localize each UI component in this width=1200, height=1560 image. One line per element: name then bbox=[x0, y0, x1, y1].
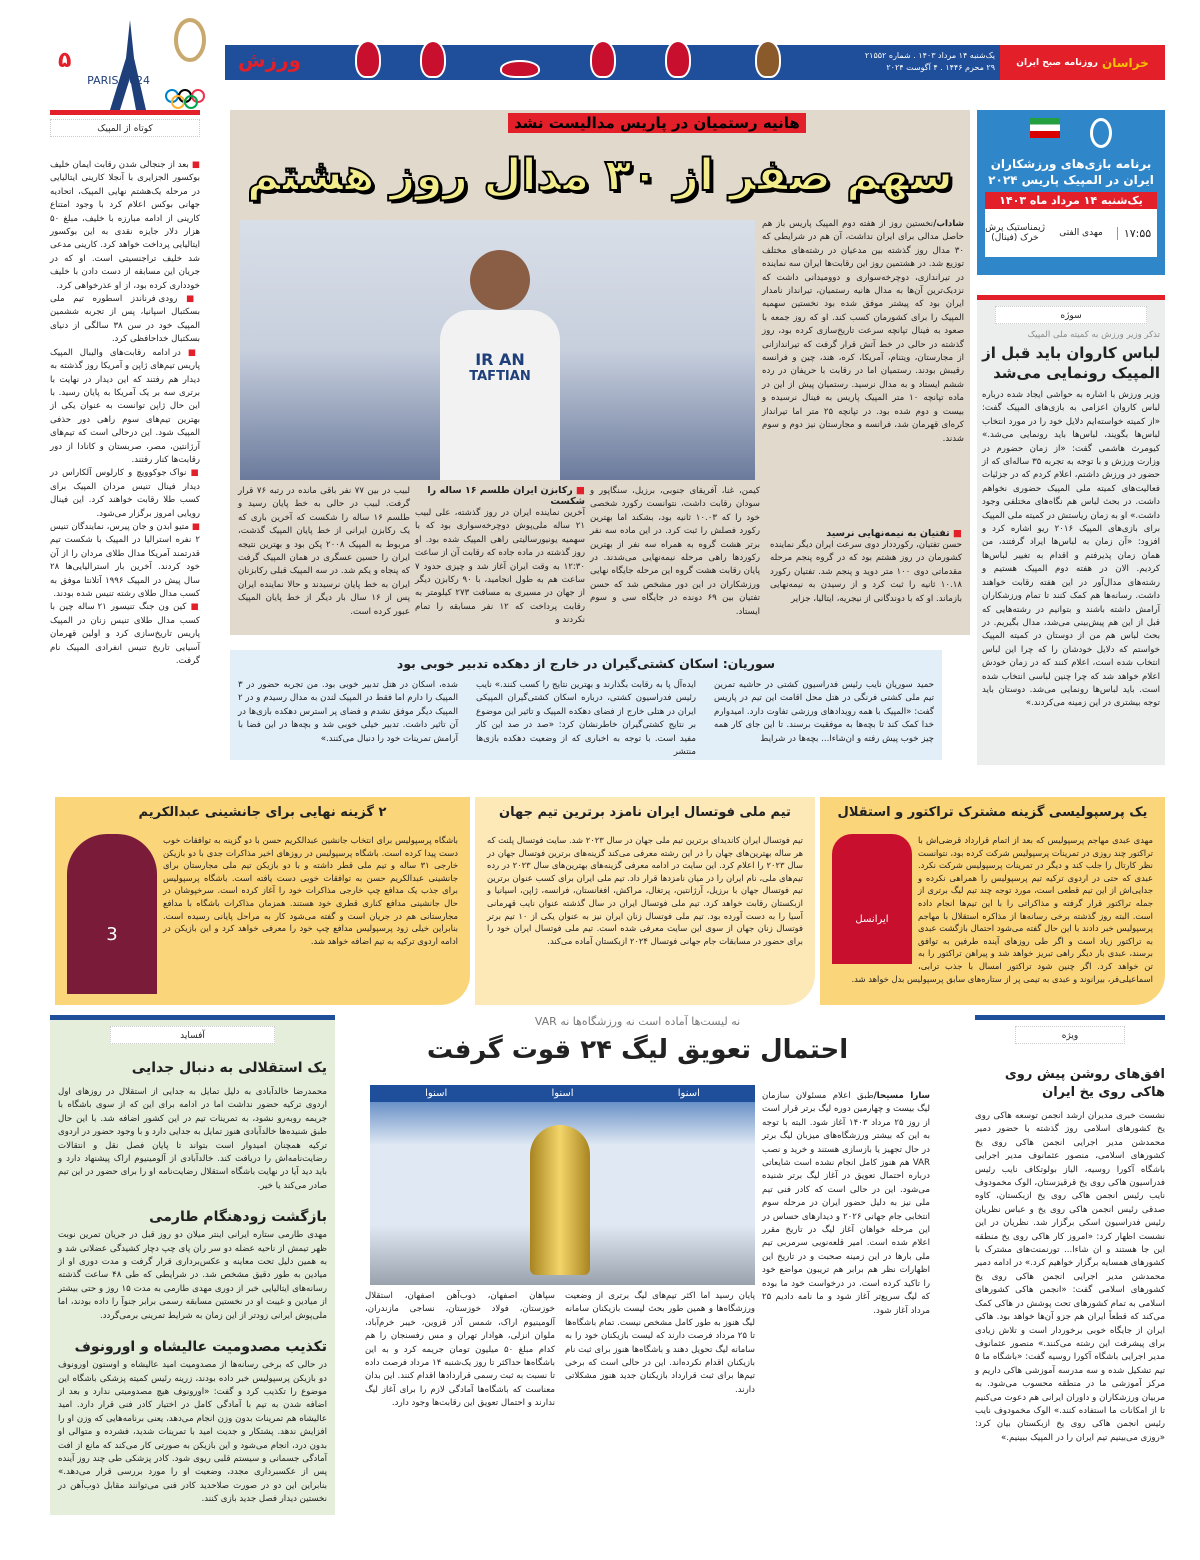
news-item: ■ نواک جوکوویچ و کارلوس آلکاراس در دیدار فینال تنیس مردان المپیک برای کسب طلا رقابت خواهند کرد. این فینال رویایی امروز برگزار می‌شود. bbox=[50, 467, 200, 521]
topic-title: لباس کاروان باید قبل از المپیک رونمایی می‌شد bbox=[982, 344, 1160, 382]
athlete-bib bbox=[440, 310, 560, 480]
mascot-swimming-icon bbox=[500, 60, 540, 78]
mascot-shooting-icon bbox=[420, 40, 446, 78]
special-tag: ویژه bbox=[1015, 1026, 1125, 1044]
date-gregorian: یک‌شنبه ۱۴ مرداد ۱۴۰۳ . شماره ۲۱۵۵۲ bbox=[864, 51, 995, 60]
page-number: ۵ bbox=[58, 48, 72, 73]
lead-col-3 bbox=[590, 485, 760, 619]
text: حمید سوریان نایب رئیس فدراسیون کشتی در حاشیه تمرین تیم ملی کشتی فرنگی در هتل محل اقامت این تیم در پاریس گفت: «المپیک با همه رویدادهای ورزشی تفاوت دارد. امیدوارم خدا کمک کند تا بچه‌ها به موفقیت برسند. تا این جای کار همه چیز خوب پیش رفته و ان‌شاءا... بچه‌ها در شرایط bbox=[714, 680, 934, 744]
logo-text: PARIS 2024 bbox=[87, 74, 150, 87]
paris-2024-logo bbox=[80, 18, 220, 110]
mascot-running-icon bbox=[665, 40, 691, 78]
card-title: یک پرسپولیسی گزینه مشترک تراکتور و استقلال bbox=[837, 805, 1148, 820]
card-text: مهدی عبدی مهاجم پرسپولیس که بعد از اتمام قرارداد قرضی‌اش با تراکتور چند روزی در تمرینات پرسپولیس شرکت کرده بود، نتوانست نظر کارتال را جلب کند و دیگر در تمرینات پرسپولیس شرکت نکرد. عبدی که حتی در اردوی ترکیه تیم پرسپولیس را همراهی نکرده و جدایی‌اش از این تیم قطعی است، مورد توجه چند تیم لیگ برتری از جمله تراکتور قرار گرفته و مذاکراتی را با این تیم‌ها انجام داده است. البته روز گذشته برخی رسانه‌ها از مذاکره استقلال با مهاجم پرسپولیس خبر دادند با این حال گفته می‌شود احتمال بازگشت عبدی به تراکتور زیاد است و اگر طی روزهای آینده طرفین به توافق برسند، عبدی بار دیگر راهی تبریز خواهد شد و پیراهن تراکتور را به تن خواهد کرد. اگر چنین شود تراکتور امسال با جذب ترابی، اسماعیلی‌فر، بیرانوند و عبدی به تیمی پر از ستاره‌های سابق پرسپولیس بدل خواهد شد. bbox=[851, 835, 1153, 984]
league-kicker: نه لیست‌ها آماده است نه ورزشگاه‌ها نه VAR bbox=[534, 1015, 741, 1028]
aside-title: بازگشت زودهنگام طارمی bbox=[149, 1209, 327, 1226]
trophy-icon bbox=[530, 1125, 590, 1275]
lead-intro-text: نخستین روز از هفته دوم المپیک پاریس باز هم حاصل مدالی برای ایران نداشت، آن هم در شرایطی که ۳۰ مدال روز گذشته بین مدعیان در رشته‌های مختلف توزیع شد. در هشتمین روز این رقابت‌ها ایران سه نماینده در تیراندازی، دوچرخه‌سواری و دوومیدانی داشت که نزدیک‌ترین آن‌ها به مدال هانیه رستمیان، تیرانداز نامدار ایران بود که پیشتر موفق شده بود نخستین سهمیه المپیک را برای کشورمان کسب کند. او که روز جمعه با صعود به فینال تپانچه سرعت تاریخ‌سازی کرده بود، روز گذشته در حالی در خط آتش قرار گرفت که تیراندازانی از مجارستان، ویتنام، آمریکا، کره، هند، چین و فرانسه رقیبش بودند. رستمیان اما در رقابت با حریفان در رده ششم ایستاد و به مدال نرسید. رستمیان پیش از این در ماده تپانچه ۱۰ متر المپیک پاریس به فینال نرسیده و بیست و دوم شده بود. در تپانچه ۲۵ متر اما تیرانداز کره‌ای قهرمان شد، فرانسه و مجارستان نیز دوم و سوم شدند. bbox=[762, 219, 964, 444]
league-headline: احتمال تعویق لیگ ۲۴ قوت گرفت bbox=[426, 1035, 849, 1065]
sponsor-text: اسنوا bbox=[677, 1088, 700, 1099]
brand-name: خراسان bbox=[1101, 55, 1149, 70]
aside-text: مهدی طارمی ستاره ایرانی اینتر میلان دو روز قبل در جریان تمرین نوبت ظهر تیمش از ناحیه عضله دو سر ران پای چپ دچار کشیدگی عضلانی شد و به همین دلیل تحت معاینه و عکس‌برداری قرار گرفت و مدت دوری او از میادین به طور دقیق مشخص شد. در شرایطی که طی ۴۸ ساعت گذشته رسانه‌های ایتالیایی خبر از دوری مهدی طارمی به مدت ۱۵ روز و حتی بیشتر از میادین و غیبت او در نخستین مسابقه رسمی برابر جنوآ را داده بودند، اما ملی‌پوش ایرانی زودتر از این زمان به شرایط تمرینی برمی‌گردد. bbox=[58, 1230, 327, 1321]
schedule-date: یک‌شنبه ۱۴ مرداد ماه ۱۴۰۳ bbox=[985, 192, 1157, 209]
athlete-photo bbox=[240, 220, 755, 480]
athlete-head bbox=[470, 250, 530, 310]
text: پایان رسید اما اکثر تیم‌های لیگ برتری از وضعیت ورزشگاه‌ها و همین طور بحث لیست بازیکنان سامانه لیگ هنوز به طور کامل مشخص نیست. تمام باشگاه‌ها تا ۲۵ مرداد فرصت دارند که لیست بازیکنان خود را به سامانه لیگ تحویل دهند و باشگاه‌ها هنوز برای ثبت نام بازیکنان اقدام نکرده‌اند. این در حالی است که برخی تیم‌ها برای ثبت قرارداد بازیکنان جدید هنوز مشکلاتی دارند. bbox=[565, 1291, 755, 1395]
lead-headline: سهم صفر از ۳۰ مدال روز هشتم bbox=[246, 150, 954, 201]
offside-tag: آفساید bbox=[110, 1026, 275, 1044]
subhead-taftian: ■ تفتیان به نیمه‌نهایی نرسید bbox=[770, 528, 962, 539]
topic-box bbox=[977, 295, 1165, 765]
news-item: ■ رودی فرناندز اسطوره تیم ملی بسکتبال اسپانیا، پس از تجربه ششمین المپیک خود در سن ۳۸ سالگی از دنیای بسکتبال خداحافظی کرد. bbox=[50, 293, 200, 347]
text: سپاهان اصفهان، ذوب‌آهن اصفهان، استقلال خوزستان، فولاد خوزستان، نساجی مازندران، آلومینیوم اراک، شمس آذر قزوین، خیبر خرم‌آباد، ملوان انزلی، هوادار تهران و مس رفسنجان را هم کدام مبلغ ۵۰ میلیون تومان جریمه کرد و به این باشگاه‌ها حداکثر تا روز یک‌شنبه ۱۴ مرداد فرصت داده تا نسبت به ثبت رسمی قراردادها اقدام کنند. این بدان معناست که باشگاه‌ها آمادگی لازم را برای آغاز لیگ ندارند و احتمال تعویق این رقابت‌ها وجود دارد. bbox=[365, 1291, 556, 1409]
card-title: ۲ گزینه نهایی برای جانشینی عبدالکریم bbox=[138, 805, 387, 820]
byline: شاداب/ bbox=[933, 219, 964, 229]
schedule-event: ژیمناستیک پرش خرک (فینال) bbox=[985, 223, 1045, 243]
lead-intro bbox=[762, 218, 964, 446]
card-persepolis-striker bbox=[820, 797, 1165, 1005]
card-abdolkarim bbox=[55, 797, 470, 1005]
schedule-athlete: مهدی الفتی bbox=[1059, 228, 1103, 238]
lead-kicker: هانیه رستمیان در پاریس مدالیست نشد bbox=[508, 113, 806, 133]
special-text: نشست خبری مدیران ارشد انجمن توسعه هاکی روی یخ کشورهای اسلامی روز گذشته با حضور دمیر محمدشن مدیر اجرایی انجمن هاکی روی یخ کشورهای اسلامی، منصور عثمانوف مدیر اجرایی باشگاه آکورا روسیه، الیاز بولوتکاف نایب رئیس فدراسیون هاکی روی یخ قرقیزستان، الوک مخمودوف نایب رئیس انجمن هاکی روی یخ ازبکستان، کاوه صدقی رئیس انجمن هاکی روی یخ و عباس نظریان رئیس فدراسیون اسکی برگزار شد. نظریان در این نشست اظهار کرد: «امروز کار هاکی روی یخ منطقه این جا هستند و ان شاءا... تورنمنت‌های مشترک با کشورهای همسایه برگزار خواهیم کرد.» در ادامه دمیر محمدشن مدیر اجرایی انجمن هاکی روی یخ کشورهای اسلامی گفت: «انجمن هاکی کشورهای اسلامی به تمام کشورهای تحت پوشش در هاکی کمک می‌کند که قطعاً ایران هم جزو آن‌ها خواهد بود. هاکی ایران از جایگاه خوبی برخوردار است و تلاش زیادی برای پیشرفت این رشته می‌کنند.» منصور عثمانوف مدیر اجرایی باشگاه آکورا روسیه گفت: «باشگاه ما ۵ تیم تشکیل شده و سه مدرسه آموزشی هاکی داریم و مرکز آموزشی ما در منطقه محسوب می‌شود. به مربیان ورزشکاران و داوران ایرانی هم دعوت می‌کنیم تا از امکانات ما استفاده کنند.» الوک مخمودوف نایب رئیس انجمن هاکی روی یخ ازبکستان بیان کرد: «روزی می‌بینیم تیم ایران را در المپیک ببینیم.» bbox=[975, 1111, 1165, 1443]
schedule-box bbox=[977, 110, 1165, 275]
topic-text: وزیر ورزش با اشاره به حواشی ایجاد شده درباره لباس کاروان اعزامی به بازی‌های المپیک گفت: «از کمیته خواسته‌ایم دلایل خود را در مورد انتخاب لباس‌ها بگویند، لباس‌ها باید رونمایی می‌شد.» کیومرث هاشمی گفت: «از زمان حضورم در وزارت ورزش و با توجه به تجربه ۳۵ ساله‌ای که از حضور در ورزش داشتم، اعلام کردم که در جزئیات فعالیت‌های کمیته ملی المپیک حضوری نخواهم داشت. در بحث لباس هم نگاه‌های مختلفی وجود داشت.» او به زمان ریاستش در کمیته ملی المپیک برای بازی‌های المپیک ۲۰۱۶ ریو اشاره کرد و افزود: «آن زمان به لباس‌ها ایراد گرفتند، من همان زمان پذیرفتم و اقدام به تغییر لباس‌ها کردیم. الان در هفته دوم المپیک هستیم و رشته‌های مدال‌آور در این هفته رقابت خواهند داشت. رسانه‌ها هم کمک کنند تا تمام ورزشکاران آرامش داشته باشند و بتوانیم در رشته‌هایی که قبل از این هم پیش‌بینی می‌شد، مدال بگیریم. در بحث لباس هم من از دوستان در کمیته المپیک خواستم که دلایل خودشان را که چرا این لباس انتخاب شده است، اعلام کنند که در زمان خودش اعلام خواهد شد که چرا چنین لباسی انتخاب شده است. باید لباس‌ها رونمایی می‌شد. دوستان باید توجه بیشتری در این زمینه می‌کردند.» bbox=[982, 390, 1161, 709]
brand-tagline: روزنامه صبح ایران bbox=[1016, 57, 1098, 68]
player-photo bbox=[832, 834, 912, 964]
text: شده، اسکان در هتل تدبیر خوبی بود. من تجربه حضور در ۳ المپیک را دارم اما فقط در المپیک لندن به مدال رسیدم و در ۲ المپیک دیگر موفق نشدم و فضای پر استرس دهکده بازی‌ها در آن تاثیر داشت. تدبیر خیلی خوبی شد و بچه‌ها در این فضا با آرامش تمرینات خود را دنبال می‌کنند.» bbox=[238, 680, 458, 744]
shirt-number: 3 bbox=[106, 924, 118, 945]
aside-title: یک استقلالی به دنبال جدایی bbox=[131, 1060, 327, 1076]
lead-col-taftian bbox=[770, 528, 962, 606]
brand-logo bbox=[1000, 45, 1165, 80]
iran-flag-icon bbox=[1030, 118, 1060, 138]
league-col-3 bbox=[365, 1290, 555, 1411]
subhead-cycling: ■ رکابزن ایران طلسم ۱۶ ساله را شکست bbox=[415, 485, 585, 507]
lead-col-cycling bbox=[415, 485, 585, 628]
wrestling-title: سوریان: اسکان کشتی‌گیران در خارج از دهکده تدبیر خوبی بود bbox=[396, 656, 776, 671]
aside-title: تکذیب مصدومیت عالیشاه و اورونوف bbox=[74, 1339, 327, 1356]
sponsor-banner bbox=[370, 1085, 755, 1102]
player-photo bbox=[67, 834, 157, 994]
schedule-row bbox=[985, 209, 1157, 257]
special-title: افق‌های روشن پیش روی هاکی روی یخ ایران bbox=[1004, 1067, 1165, 1100]
card-title: تیم ملی فوتسال ایران نامزد برترین تیم جهان bbox=[499, 805, 791, 820]
aside-text: در حالی که برخی رسانه‌ها از مصدومیت امید عالیشاه و اوستون اورونوف دو بازیکن پرسپولیس خبر داده بودند، زرینه رئیس کمیته پزشکی باشگاه این موضوع را تکذیب کرد و گفت: «اورونوف هیچ مصدومیتی ندارد و بعد از اضافه شدن به تیم با آمادگی کامل در اختیار کادر فنی قرار دارد. امید عالیشاه هم تمرینات بدون وزن انجام می‌دهد، یعنی برنامه‌هایی که وزن او را افزایش ندهد. پشتکار و جدیت امید با تمرینات شدید، فشرده و متوالی او بدون درد، انجام می‌شود و این بازیکن به صورتی کار می‌کند که مانع از افت آمادگی جسمانی و سیستم قلبی ریوی شود. کادر پزشکی طی چند روز آینده پس از عکسبرداری مجدد، وضعیت او را مورد بررسی قرار می‌دهد.» بنابراین این دو در صورت صلاحدید کادر فنی می‌توانند مقابل ذوب‌آهن در نخستین دیدار فصل جدید بازی کنند. bbox=[58, 1360, 327, 1505]
mascot-fencing-icon bbox=[590, 40, 616, 78]
text: کیمن، غنا، آفریقای جنوبی، برزیل، سنگاپور و سودان رقابت داشت، نتوانست رکورد شخصی خود را که ۱۰.۰۳ ثانیه بود، بشکند اما بهترین رکورد فصلش را ثبت کرد. در این ماده سه نفر برتر هشت گروه به همراه سه نفر از بهترین رکوردها راهی مرحله نیمه‌نهایی می‌شدند. در پایان رقابت هشت گروه این مرحله جایگاه نهایی ورزشکاران در این دور مشخص شد که حسن تفتیان بین ۶۹ دونده در جایگاه سی و سوم ایستاد. bbox=[590, 486, 760, 617]
shirt-sponsor: ایرانسل bbox=[855, 914, 889, 925]
bib-name: TAFTIAN bbox=[469, 369, 531, 384]
special-column bbox=[975, 1015, 1165, 1515]
league-col-1 bbox=[762, 1090, 930, 1318]
text: لبیب در بین ۷۷ نفر باقی مانده در رتبه ۷۶ قرار گرفت. لبیب در حالی به خط پایان رسید و طلسم ۱۶ ساله را شکست که آخرین باری که یک رکابزن ایرانی از خط پایان المپیک گذشت، مربوط به المپیک ۲۰۰۸ پکن بود و بهترین نتیجه ایران را حسین عسگری در همان المپیک گرفت که پنجاه و یکم شد. در سه المپیک قبلی رکابزنان ایران به خط پایان نرسیدند و حالا نماینده ایران پس از ۱۶ سال بار دیگر از خط پایان المپیک عبور کرده است. bbox=[238, 486, 410, 617]
mascot-cycling-icon bbox=[355, 40, 381, 78]
paris-logo-icon bbox=[1090, 118, 1112, 148]
news-item: ■ متیو ابدن و جان پیرس، نمایندگان تنیس ۲ نفره استرالیا در المپیک با شکست تیم قدرتمند آمریکا مدال طلای مردان را از آن خود کردند. آخرین بار استرالیایی‌ها ۲۸ سال پیش در المپیک ۱۹۹۶ آتلانتا موفق به کسب مدال طلای رشته تنیس شده بودند. bbox=[50, 521, 200, 601]
news-item: ■ کین ون جنگ تنیسور ۲۱ ساله چین با کسب مدال طلای تنیس زنان در المپیک پاریس تاریخ‌سازی کرد و اولین قهرمان آسیایی تاریخ تنیس انفرادی المپیک نام گرفت. bbox=[50, 601, 200, 668]
topic-tag: سوژه bbox=[995, 306, 1147, 324]
short-news-column bbox=[50, 110, 200, 668]
mascot-equestrian-icon bbox=[755, 40, 781, 78]
league-col-2 bbox=[565, 1290, 755, 1397]
section-title: ورزش bbox=[238, 48, 302, 72]
text: ایده‌آل پا به رقابت بگذارند و بهترین نتایج را کسب کنند.» نایب رئیس فدراسیون کشتی، درباره اسکان کشتی‌گیران المپیکی ایران در هتلی خارج از فضای دهکده المپیک و تاثیر این موضوع بر نتایج کشتی‌گیران خاطرنشان کرد: «صد در صد این کار مفید است. با توجه به اخباری که از وضعیت دهکده بازی‌ها منتشر bbox=[476, 680, 696, 758]
schedule-title: برنامه بازی‌های ورزشکاران ایران در المپیک پاریس ۲۰۲۴ bbox=[988, 157, 1154, 187]
sponsor-text: اسنوا bbox=[551, 1088, 574, 1099]
offside-column bbox=[50, 1015, 335, 1515]
text: آخرین نماینده ایران در روز گذشته، علی لبیب ۲۱ ساله ملی‌پوش دوچرخه‌سواری بود که با سهمیه یونیورسالیتی راهی المپیک شده بود. او روز گذشته در ماده جاده که رقابت آن از ساعت ۱۲:۳۰ به وقت ایران آغاز شد و چیزی حدود ۷ ساعت هم به طول انجامید، با ۹۰ رکابزن دیگر از جهان در مسیری به مسافت ۲۷۳ کیلومتر به رقابت پرداخت که ۱۲ نفر مسابقه را تمام نکردند و bbox=[415, 508, 585, 626]
date-line bbox=[860, 50, 995, 74]
byline: سارا مسیحا/ bbox=[873, 1091, 930, 1101]
trophy-photo bbox=[370, 1085, 755, 1285]
schedule-time: ۱۷:۵۵ bbox=[1117, 227, 1157, 240]
text: حسن تفتیان، رکورددار دوی سرعت ایران دیگر نماینده کشورمان در روز هشتم بود که در گروه پنجم مرحله مقدماتی دوی ۱۰۰ متر دوید و پنجم شد. تفتیان رکورد ۱۰.۱۸ ثانیه را ثبت کرد و از رسیدن به نیمه‌نهایی بازماند. او که با دوندگانی از نیجریه، ایتالیا، جزایر bbox=[770, 540, 962, 604]
news-item: ■ بعد از جنجالی شدن رقابت ایمان خلیف بوکسور الجزایری با آنجلا کارینی ایتالیایی در مرحله یک‌هشتم نهایی المپیک، اتحادیه جهانی بوکس اعلام کرد با وجود امتناع کارینی از ادامه مبارزه با خلیف، مبلغ ۵۰ هزار دلار جایزه نقدی به این بوکسور ایتالیایی پرداخت خواهد کرد. کارینی مدعی شد خلیف تراجنسیتی است. او که در جریان این مسابقه از دست دادن با خلیف خودداری کرده بود، از او عذرخواهی کرد. bbox=[50, 159, 200, 293]
card-text: تیم فوتسال ایران کاندیدای برترین تیم ملی جهان در سال ۲۰۲۳ شد. سایت فوتسال پلنت که هر ساله بهترین‌های جهان را در این رشته معرفی می‌کند گزینه‌های برترین فوتسال جهان در سال ۲۰۲۳ را اعلام کرد. این سایت در ادامه معرفی گزینه‌های بهترین‌های سال ۲۰۲۳ در رده تیم‌های ملی، نام ایران را در میان نامزدها قرار داد. تیم ملی ایران برای کسب عنوان برترین تیم فوتسال جهان با برزیل، آرژانتین، پرتغال، مراکش، افغانستان، فرانسه، ژاپن، اسپانیا و ازبکستان رقابت خواهد کرد. تیم ملی فوتسال ایران در سال گذشته عنوان نایب قهرمانی آسیا را به دست آورده بود. تیم ملی فوتسال زنان ایران نیز به عنوان یکی از ۱۰ تیم برتر فوتسال زنان جهان از سوی این سایت معرفی شده است. تیم ملی فوتسال ایران خود را برای حضور در مسابقات جام جهانی فوتسال ۲۰۲۴ ازبکستان آماده می‌کند. bbox=[487, 835, 803, 946]
schedule-logos bbox=[985, 118, 1157, 152]
card-futsal bbox=[475, 797, 815, 1005]
card-text: باشگاه پرسپولیس برای انتخاب جانشین عبدالکریم حسن با دو گزینه به توافقات خوب دست پیدا کرده است. باشگاه پرسپولیس در روزهای اخیر مذاکرات جدی با دو بازیکن خارجی ۳۱ ساله و تیم ملی قطر داشته و با دو بازیکن تیم ملی مجارستان برای جانشینی عبدالکریم حسن به توافقات خوبی دست یافته است. باشگاه پرسپولیس برای جذب یک مدافع چپ خارجی مذاکرات خود را آغاز کرده است. سرخپوشان در حال جانشینی مدافع کناری قطری خود هستند. همزمان مذاکرات باشگاه با مدافع مجارستانی هم در جریان است و گفته می‌شود کار به مراحل پایانی رسیده است. بنابراین خیلی زود پرسپولیس مدافع چپ خود را معرفی خواهد کرد و این بازیکن در ادامه اردوی ترکیه به تیم اضافه خواهد شد. bbox=[163, 835, 459, 946]
date-hijri: ۲۹ محرم ۱۴۴۶ . ۴ آگوست ۲۰۲۴ bbox=[886, 63, 995, 72]
sponsor-text: اسنوا bbox=[425, 1088, 448, 1099]
short-news-tag: کوتاه از المپیک bbox=[50, 119, 200, 137]
text: طبق اعلام مسئولان سازمان لیگ بیست و چهارمین دوره لیگ برتر قرار است از روز ۲۵ مرداد ۱۴۰۳ آغاز شود. البته با توجه به این که بیشتر ورزشگاه‌های میزبان لیگ برتر در حال تجهیز یا بازسازی هستند و خرید و نصب VAR هم هنوز کامل انجام نشده است شایعاتی درباره احتمال تعویق در آغاز لیگ برتر شنیده می‌شود. این در حالی است که کادر فنی تیم ملی نیز به دلیل حضور ایران در مرحله سوم انتخابی جام جهانی ۲۰۲۶ و دیدارهای حساس در این مرحله خواهان آغاز لیگ در تاریخ مقرر اعلام شده است. امیر قلعه‌نویی سرمربی تیم ملی بارها در این زمینه صحبت و در تاریخ این اظهارات نظر هم برابر هم تریبون مواضع خود را تاکید کرده است. در درخواست خود ما بوده که لیگ سریع‌تر آغاز شود و ما نامه دادیم ۲۵ مرداد آغاز شود. bbox=[762, 1091, 931, 1316]
aside-text: محمدرضا خالدآبادی به دلیل تمایل به جدایی از استقلال در روزهای اول اردوی ترکیه حضور نداشت اما در ادامه برای این که از سوی باشگاه با جریمه روبه‌رو نشود، به تمرینات تیم در این کشور اضافه شد. با این حال طبق شنیده‌ها خالدآبادی هنوز تمایل به جدایی دارد و با وجود حضور در اردوی ترکیه همچنان امیدوار است بتواند تا پایان فصل نقل و انتقالات رضایت‌نامه‌اش را دریافت کند. خالدآبادی از آلومینیوم اراک پیشنهاد دارد و باید دید آیا در نهایت باشگاه استقلال رضایت‌نامه او را برای حضور در این تیم صادر می‌کند یا خیر. bbox=[58, 1087, 327, 1191]
news-item: ■ در ادامه رقابت‌های والیبال المپیک پاریس تیم‌های ژاپن و آمریکا روز گذشته به دیدار هم رفتند که این دیدار در نهایت با برتری سه بر یک آمریکا به پایان رسید. با این حال ژاپن توانست به عنوان یکی از بهترین تیم‌های سوم راهی دور حذفی المپیک شود. این درحالی است که تیم‌های آرژانتین، مصر، صربستان و کانادا از دور رقابت‌ها کنار رفتند. bbox=[50, 347, 200, 468]
lead-col-5 bbox=[238, 485, 410, 619]
bib-country: IR AN bbox=[475, 350, 525, 369]
wrestling-box bbox=[230, 650, 942, 760]
topic-kicker: تذکر وزیر ورزش به کمیته ملی المپیک bbox=[1027, 330, 1160, 340]
